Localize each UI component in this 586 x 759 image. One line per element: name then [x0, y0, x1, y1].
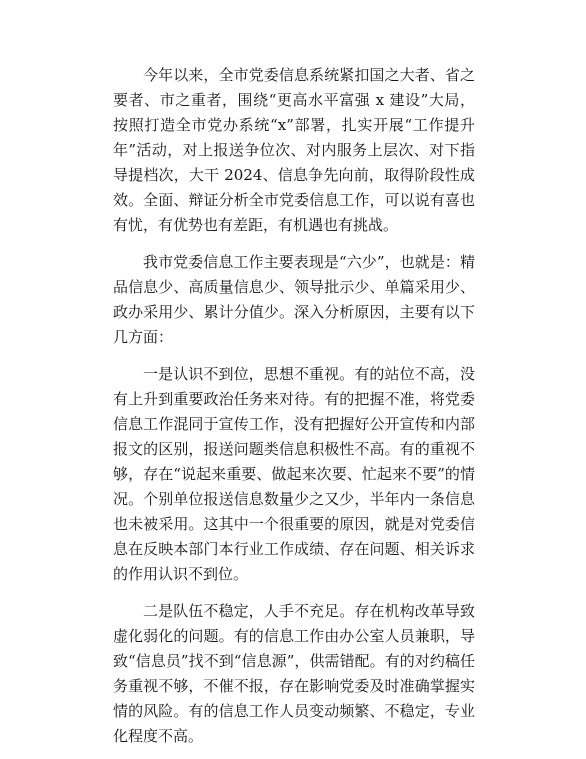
paragraph-reason-two: 二是队伍不稳定，人手不充足。存在机构改革导致虚化弱化的问题。有的信息工作由办公室人员兼职，导致“信息员”找不到“信息源”，供需错配。有的对约稿任务重视不够，不催不报，存在影响党委及时准确掌握实情的风险。有的信息工作人员变动频繁、不稳定，专业化程度不高。	[113, 602, 475, 745]
document-body	[113, 63, 475, 749]
paragraph-reason-one: 一是认识不到位，思想不重视。有的站位不高，没有上升到重要政治任务来对待。有的把握不准，将党委信息工作混同于宣传工作，没有把握好公开宣传和内部报文的区别，报送问题类信息积极性不高。有的重视不够，存在“说起来重要、做起来次要、忙起来不要”的情况。个别单位报送信息数量少之又少，半年内一条信息也未被采用。这其中一个很重要的原因，就是对党委信息在反映本部门本行业工作成绩、存在问题、相关诉求的作用认识不到位。	[113, 365, 475, 583]
paragraph-intro: 今年以来，全市党委信息系统紧扣国之大者、省之要者、市之重者，围绕“更高水平富强 x 建设”大局，按照打造全市党办系统“x”部署，扎实开展“工作提升年”活动，对上报送争位次、对内服务上层次、对下指导提档次，大干 2024、信息争先向前，取得阶段性成效。全面、辩证分析全市党委信息工作，可以说有喜也有忧，有优势也有差距，有机遇也有挑战。	[113, 66, 475, 234]
paragraph-six-lacks: 我市党委信息工作主要表现是“六少”，也就是：精品信息少、高质量信息少、领导批示少、单篇采用少、政办采用少、累计分值少。深入分析原因，主要有以下几方面：	[113, 253, 475, 346]
